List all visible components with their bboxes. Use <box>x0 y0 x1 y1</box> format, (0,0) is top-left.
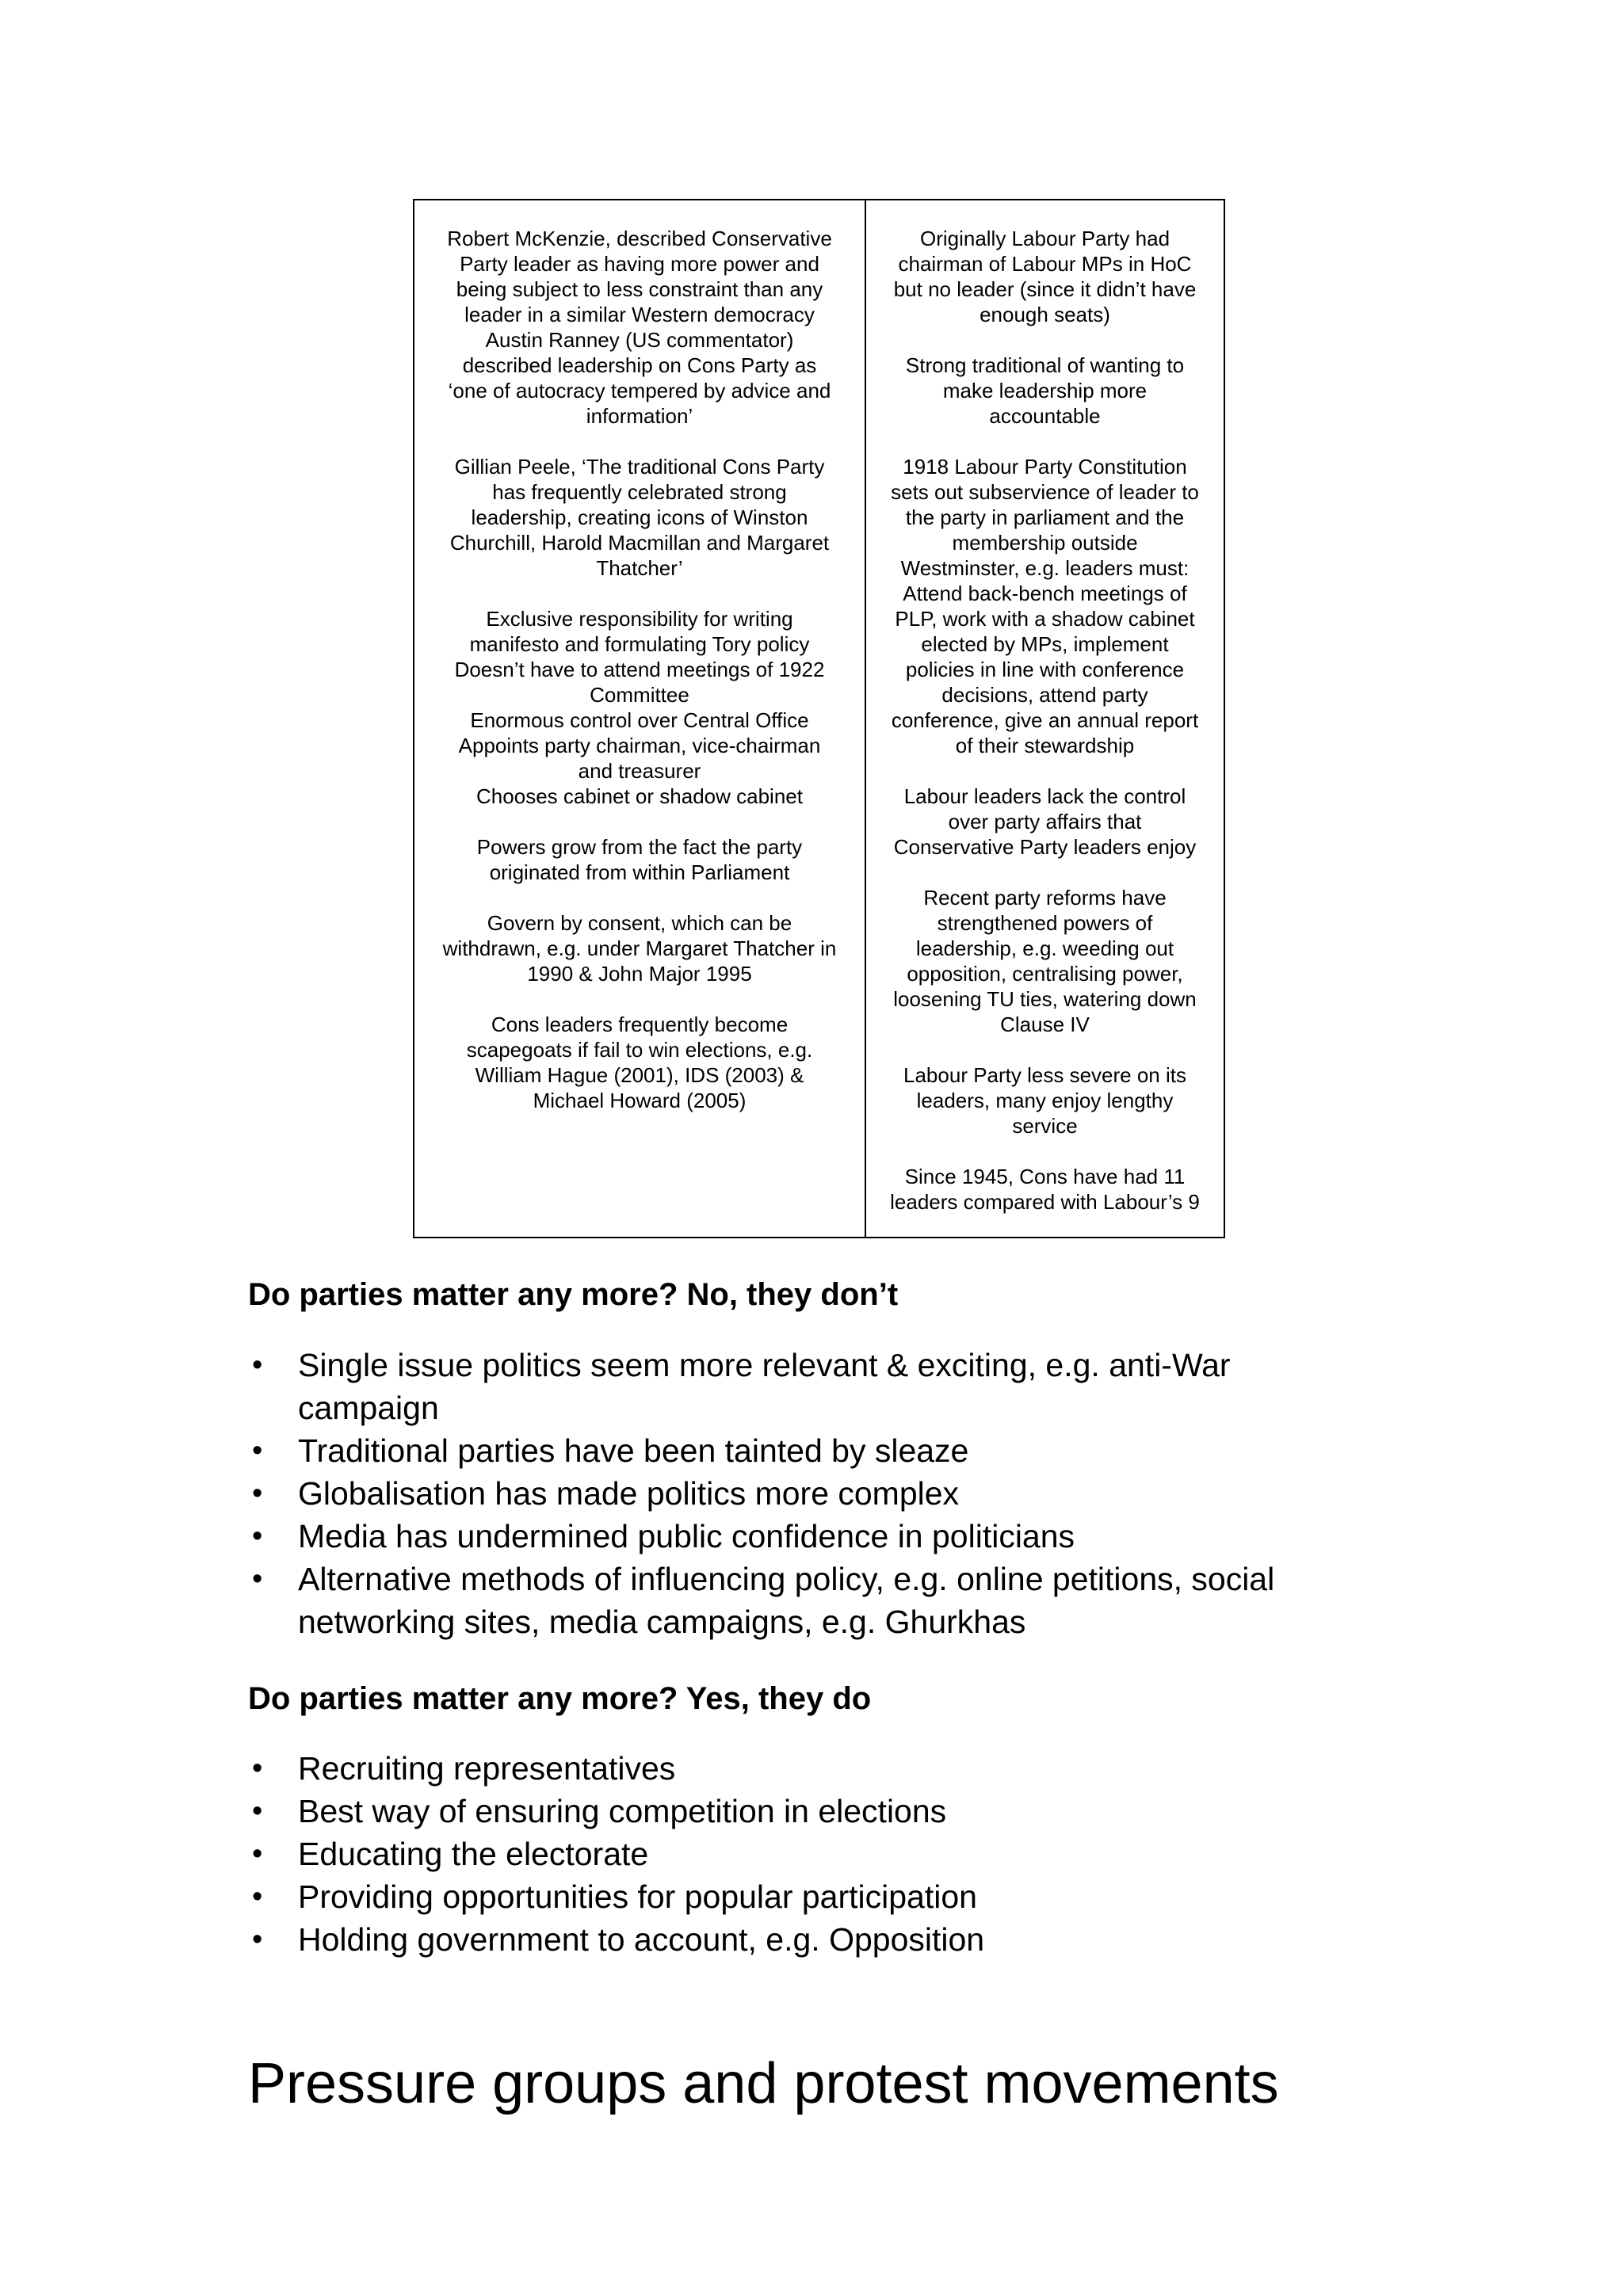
comparison-table <box>413 199 1225 1238</box>
list-item <box>248 1472 1392 1515</box>
list-item-line: Providing opportunities for popular participation <box>298 1878 977 1915</box>
table-cell-line: strengthened powers of <box>937 911 1153 935</box>
table-cell-line: 1990 & John Major 1995 <box>527 962 752 986</box>
table-cell-line: enough seats) <box>980 303 1110 326</box>
table-cell-line: Committee <box>590 683 689 707</box>
table-cell-paragraph <box>873 226 1217 327</box>
table-cell-line: information’ <box>586 404 693 428</box>
conservative-leadership-column <box>414 200 866 1237</box>
list-item <box>248 1515 1392 1558</box>
list-item-line: Holding government to account, e.g. Opposition <box>298 1921 985 1958</box>
table-cell-line: the party in parliament and the <box>905 505 1185 529</box>
table-cell-line: has frequently celebrated strong <box>492 480 787 504</box>
table-cell-line: Powers grow from the fact the party <box>476 835 803 859</box>
table-cell-line: Enormous control over Central Office <box>470 708 809 732</box>
bullet-icon: • <box>252 1434 263 1467</box>
table-cell-paragraph <box>422 910 857 986</box>
table-cell-line: Westminster, e.g. leaders must: <box>900 556 1190 580</box>
table-cell-paragraph <box>422 226 857 429</box>
table-cell-line: accountable <box>989 404 1101 428</box>
table-cell-line: decisions, attend party <box>941 683 1148 707</box>
table-cell-line: elected by MPs, implement <box>921 632 1169 656</box>
table-cell-line: leaders compared with Labour’s 9 <box>890 1190 1200 1214</box>
table-cell-line: service <box>1012 1114 1078 1138</box>
table-cell-paragraph <box>422 454 857 581</box>
table-cell-line: Party leader as having more power and <box>460 252 819 276</box>
table-cell-line: policies in line with conference <box>905 658 1185 681</box>
table-cell-line: of their stewardship <box>955 734 1135 757</box>
labour-leadership-column <box>866 200 1224 1237</box>
table-cell-line: membership outside <box>952 531 1138 555</box>
table-cell-line: 1918 Labour Party Constitution <box>903 455 1187 479</box>
table-cell-line: Thatcher’ <box>596 556 683 580</box>
list-item <box>248 1833 1392 1875</box>
table-cell-line: Cons leaders frequently become <box>491 1013 789 1036</box>
list-item-line: Single issue politics seem more relevant & exciting, e.g. anti-War <box>298 1347 1231 1383</box>
table-cell-line: sets out subservience of leader to <box>891 480 1199 504</box>
table-cell-line: Labour Party less severe on its <box>903 1063 1186 1087</box>
table-cell-line: Recent party reforms have <box>923 886 1167 910</box>
table-cell-line: opposition, centralising power, <box>907 962 1183 986</box>
list-item-line: Globalisation has made politics more complex <box>298 1475 960 1512</box>
bullet-icon: • <box>252 1880 263 1913</box>
table-cell-line: ‘one of autocracy tempered by advice and <box>448 379 831 402</box>
table-cell-line: leader in a similar Western democracy <box>464 303 815 326</box>
table-cell-line: conference, give an annual report <box>891 708 1199 732</box>
table-cell-paragraph <box>422 1012 857 1113</box>
table-cell-paragraph <box>873 1164 1217 1215</box>
list-item-line: Educating the electorate <box>298 1836 649 1872</box>
table-cell-paragraph <box>422 834 857 885</box>
list-item <box>248 1558 1392 1643</box>
table-cell-paragraph <box>873 454 1217 758</box>
list-parties-yes <box>248 1747 1392 1961</box>
table-cell-line: Clause IV <box>1000 1013 1090 1036</box>
table-cell-line: and treasurer <box>578 759 701 783</box>
list-parties-no <box>248 1344 1392 1643</box>
table-cell-line: Doesn’t have to attend meetings of 1922 <box>454 658 825 681</box>
table-cell-line: William Hague (2001), IDS (2003) & <box>475 1063 804 1087</box>
bullet-icon: • <box>252 1752 263 1785</box>
table-cell-line: described leadership on Cons Party as <box>462 353 817 377</box>
table-cell-line: chairman of Labour MPs in HoC <box>898 252 1192 276</box>
table-cell-paragraph <box>873 1062 1217 1138</box>
table-cell-line: over party affairs that <box>948 810 1142 833</box>
table-cell-line: Austin Ranney (US commentator) <box>485 328 794 352</box>
list-item-line: Recruiting representatives <box>298 1750 676 1787</box>
bullet-icon: • <box>252 1477 263 1510</box>
bullet-icon: • <box>252 1837 263 1871</box>
list-item <box>248 1344 1392 1429</box>
table-cell-line: Churchill, Harold Macmillan and Margaret <box>449 531 830 555</box>
table-cell-paragraph <box>422 606 857 809</box>
table-cell-line: manifesto and formulating Tory policy <box>469 632 810 656</box>
bullet-icon: • <box>252 1348 263 1382</box>
list-item <box>248 1790 1392 1833</box>
table-cell-line: Robert McKenzie, described Conservative <box>447 227 832 250</box>
heading-parties-no: Do parties matter any more? No, they don’t <box>248 1277 899 1312</box>
table-cell-line: loosening TU ties, watering down <box>893 987 1197 1011</box>
table-cell-paragraph <box>873 784 1217 860</box>
list-item-line: Best way of ensuring competition in elections <box>298 1793 947 1829</box>
table-cell-line: originated from within Parliament <box>489 860 790 884</box>
list-item <box>248 1747 1392 1790</box>
table-cell-paragraph <box>873 353 1217 429</box>
table-cell-line: leadership, e.g. weeding out <box>915 936 1174 960</box>
table-cell-line: Appoints party chairman, vice-chairman <box>458 734 821 757</box>
table-cell-line: scapegoats if fail to win elections, e.g. <box>466 1038 813 1062</box>
table-cell-line: Attend back-bench meetings of <box>903 582 1187 605</box>
table-cell-line: leaders, many enjoy lengthy <box>916 1089 1174 1112</box>
table-cell-line: PLP, work with a shadow cabinet <box>895 607 1195 631</box>
table-cell-line: Since 1945, Cons have had 11 <box>904 1165 1186 1188</box>
table-cell-line: Chooses cabinet or shadow cabinet <box>476 784 803 808</box>
table-cell-line: Exclusive responsibility for writing <box>486 607 793 631</box>
list-item <box>248 1875 1392 1918</box>
bullet-icon: • <box>252 1562 263 1596</box>
list-item-line: campaign <box>298 1390 439 1426</box>
heading-parties-yes: Do parties matter any more? Yes, they do <box>248 1681 872 1716</box>
list-item-line: networking sites, media campaigns, e.g. Ghurkhas <box>298 1604 1026 1640</box>
list-item <box>248 1429 1392 1472</box>
table-cell-line: Labour leaders lack the control <box>903 784 1186 808</box>
table-cell-line: Michael Howard (2005) <box>533 1089 747 1112</box>
bullet-icon: • <box>252 1794 263 1828</box>
table-cell-line: Conservative Party leaders enjoy <box>893 835 1197 859</box>
section-title-pressure-groups: Pressure groups and protest movements <box>248 2052 1279 2115</box>
list-item <box>248 1918 1392 1961</box>
bullet-icon: • <box>252 1923 263 1956</box>
table-cell-line: but no leader (since it didn’t have <box>893 277 1197 301</box>
table-cell-line: Originally Labour Party had <box>919 227 1170 250</box>
table-cell-line: being subject to less constraint than any <box>456 277 823 301</box>
table-cell-line: Strong traditional of wanting to <box>905 353 1185 377</box>
table-cell-line: Gillian Peele, ‘The traditional Cons Party <box>454 455 825 479</box>
table-cell-line: leadership, creating icons of Winston <box>471 505 808 529</box>
list-item-line: Traditional parties have been tainted by sleaze <box>298 1432 969 1469</box>
list-item-line: Media has undermined public confidence in politicians <box>298 1518 1075 1554</box>
bullet-icon: • <box>252 1520 263 1553</box>
table-cell-line: make leadership more <box>942 379 1148 402</box>
list-item-line: Alternative methods of influencing policy, e.g. online petitions, social <box>298 1561 1275 1597</box>
table-cell-paragraph <box>873 885 1217 1037</box>
table-cell-line: Govern by consent, which can be <box>487 911 792 935</box>
table-cell-line: withdrawn, e.g. under Margaret Thatcher in <box>442 936 837 960</box>
